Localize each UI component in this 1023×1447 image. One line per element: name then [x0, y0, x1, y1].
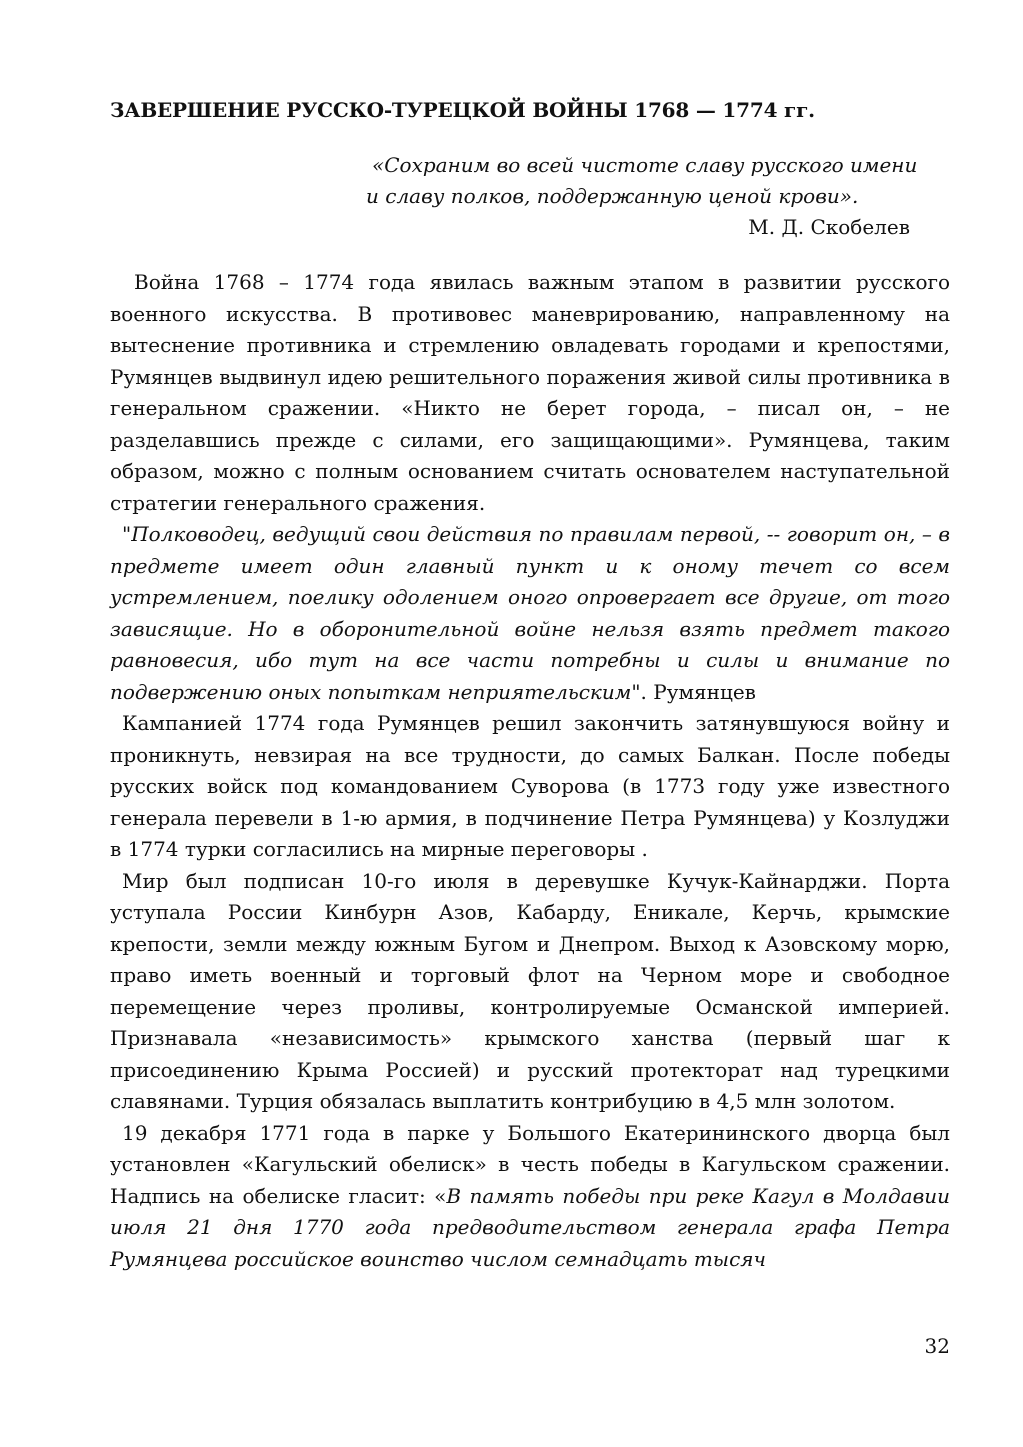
- rumyantsev-quote: Полководец, ведущий свои действия по правилам первой, -- говорит он, – в предмете имеет один главный пункт и к оному течет со всем устремлением, поелику одолением оного опровергает все другие, от того зависящие. Но в оборонительной войне нельзя взять предмет такого равновесия, ибо тут на все части потребны и силы и внимание по подвержению оных попыткам неприятельским: [110, 522, 950, 704]
- quote-attribution: ". Румянцев: [631, 679, 756, 704]
- paragraph-3: Кампанией 1774 года Румянцев решил закончить затянувшуюся войну и проникнуть, невзирая на все трудности, до самых Балкан. После победы русских войск под командованием Суворова (в 1773 году уже известного генерала перевели в 1-ю армия, в подчинение Петра Румянцева) у Козлуджи в 1774 турки согласились на мирные переговоры .: [110, 711, 950, 861]
- page-title: ЗАВЕРШЕНИЕ РУССКО-ТУРЕЦКОЙ ВОЙНЫ 1768 — 1774 гг.: [110, 98, 815, 122]
- epigraph: [110, 150, 950, 243]
- paragraph-5: [110, 1118, 950, 1276]
- page-number: 32: [924, 1334, 950, 1358]
- paragraph-4: Мир был подписан 10-го июля в деревушке Кучук-Кайнарджи. Порта уступала России Кинбурн Азов, Кабарду, Еникале, Керчь, крымские крепости, земли между южным Бугом и Днепром. Выход к Азовскому морю, право иметь военный и торговый флот на Черном море и свободное перемещение через проливы, контролируемые Османской империей. Признавала «независимость» крымского ханства (первый шаг к присоединению Крыма Россией) и русский протекторат над турецкими славянами. Турция обязалась выплатить контрибуцию в 4,5 млн золотом.: [110, 868, 950, 1113]
- paragraph-1: Война 1768 – 1774 года явилась важным этапом в развитии русского военного искусства. В противовес маневрированию, направленному на вытеснение противника и стремлению овладевать городами и крепостями, Румянцев выдвинул идею решительного поражения живой силы противника в генеральном сражении. «Никто не берет города, – писал он, – не разделавшись прежде с силами, его защищающими». Румянцева, таким образом, можно с полным основанием считать основателем наступательной стратегии генерального сражения.: [110, 270, 950, 515]
- epigraph-author: М. Д. Скобелев: [748, 215, 910, 239]
- body-text: [110, 267, 950, 1275]
- document-page: [110, 96, 950, 1275]
- obelisk-inscription: В память победы при реке Кагул в Молдавии июля 21 дня 1770 года предводительством генерала графа Петра Румянцева российское воинство числом семнадцать тысяч: [110, 1183, 950, 1271]
- paragraph-2: [110, 519, 950, 708]
- paragraph-5-text: 19 декабря 1771 года в парке у Большого Екатерининского дворца был установлен «Кагульский обелиск» в честь победы в Кагульском сражении. Надпись на обелиске гласит: «: [110, 1120, 950, 1208]
- quote-open-mark: ": [122, 522, 132, 546]
- epigraph-line-2: и славу полков, поддержанную ценой крови».: [366, 184, 859, 208]
- epigraph-line-1: «Сохраним во всей чистоте славу русского имени: [372, 153, 918, 177]
